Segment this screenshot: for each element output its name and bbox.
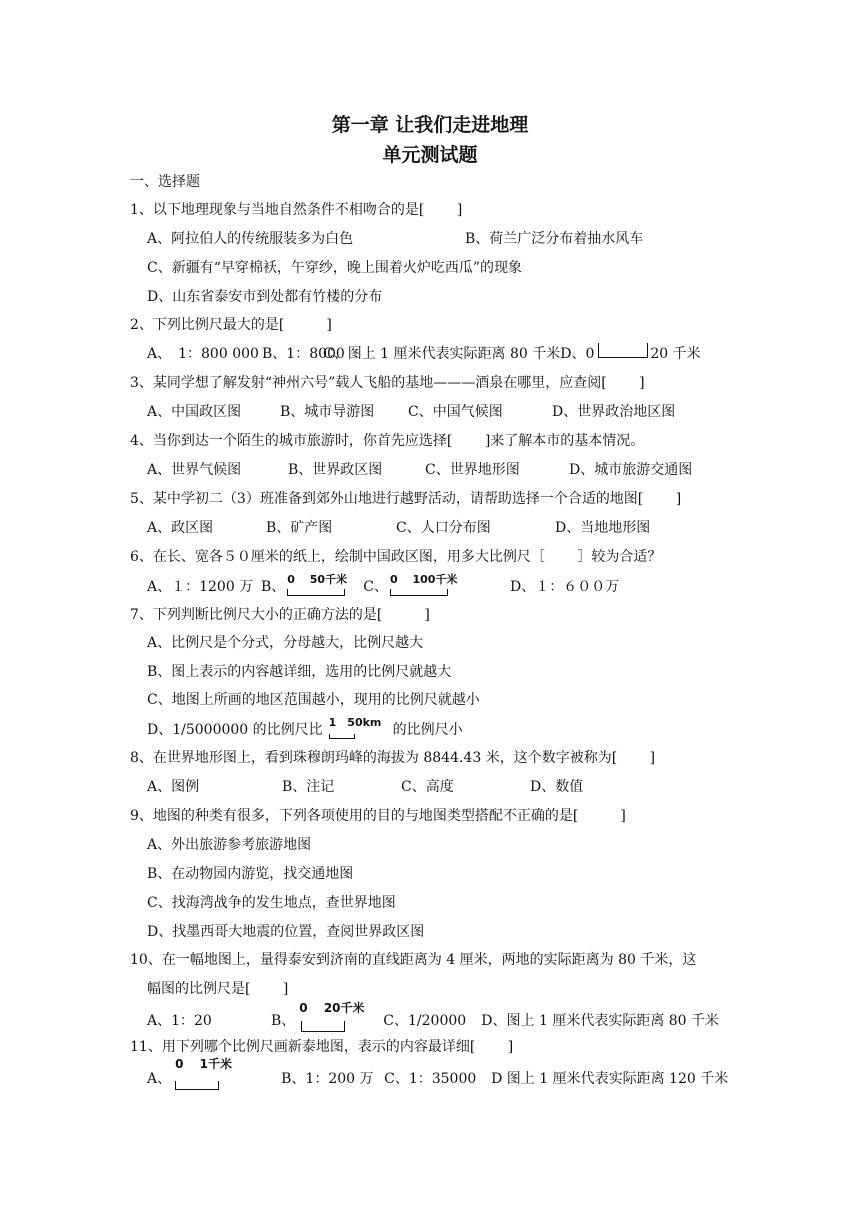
scale-bar-icon: 0 100千米	[388, 576, 510, 598]
question-8-stem: 8、在世界地形图上，看到珠穆朗玛峰的海拔为 8844.43 米，这个数字被称为[ ]	[130, 750, 656, 766]
scale-bar-icon	[594, 344, 650, 364]
question-4-options	[147, 460, 692, 480]
option-b: B、在动物园内游览，找交通地图	[147, 866, 354, 882]
scale-bar-icon: 0 50千米	[285, 576, 363, 598]
option-a: A、世界气候图	[147, 462, 242, 478]
option-a: A、外出旅游参考旅游地图	[147, 837, 312, 853]
question-6-stem: 6、在长、宽各５０厘米的纸上，绘制中国政区图，用多大比例尺［ ］较为合适？	[130, 549, 662, 565]
option-b: B、荷兰广泛分布着抽水风车	[465, 231, 644, 247]
section-heading: 一、选择题	[130, 174, 200, 190]
option-c: C、地图上所画的地区范围越小，现用的比例尺就越小	[147, 692, 480, 708]
option-b: B、矿产图	[266, 520, 333, 536]
question-10-options	[147, 1001, 720, 1034]
option-c: C、人口分布图	[396, 520, 491, 536]
question-2-stem: 2、下列比例尺最大的是[ ]	[130, 317, 332, 333]
option-b: B、1：200 万	[281, 1071, 374, 1087]
question-6-options	[147, 573, 620, 598]
option-b: B、城市导游图	[280, 404, 375, 420]
option-b: B、1：8000	[262, 346, 345, 362]
option-a: A、阿拉伯人的传统服装多为白色	[147, 231, 354, 247]
option-b: B、图上表示的内容越详细，选用的比例尺就越大	[147, 664, 452, 680]
option-c: C、中国气候图	[408, 404, 503, 420]
question-11-stem: 11、用下列哪个比例尺画新泰地图，表示的内容最详细[ ]	[130, 1039, 514, 1055]
question-3-stem: 3、某同学想了解发射“神州六号”载人飞船的基地———酒泉在哪里，应查阅[ ]	[130, 375, 645, 391]
option-a: A、中国政区图	[147, 404, 242, 420]
option-d: D、0	[560, 346, 595, 362]
question-1-options-row1	[147, 229, 643, 249]
option-d-end: 20 千米	[650, 346, 701, 362]
question-1-stem: 1、以下地理现象与当地自然条件不相吻合的是[ ]	[130, 202, 463, 218]
option-a: A、政区图	[147, 520, 214, 536]
question-9-stem: 9、地图的种类有很多，下列各项使用的目的与地图类型搭配不正确的是[ ]	[130, 808, 626, 824]
option-d: D 图上 1 厘米代表实际距离 120 千米	[491, 1071, 729, 1087]
option-a: A、 1：800 000	[147, 346, 259, 362]
question-3-options	[147, 402, 675, 422]
option-d: D、世界政治地区图	[552, 404, 676, 420]
option-d: D、找墨西哥大地震的位置，查阅世界政区图	[147, 924, 425, 940]
option-c: C、世界地形图	[425, 462, 520, 478]
option-d: D、图上 1 厘米代表实际距离 80 千米	[481, 1013, 720, 1029]
question-10-stem: 10、在一幅地图上，量得泰安到济南的直线距离为 4 厘米，两地的实际距离为 80 千米，这	[130, 952, 697, 968]
option-c: C、图上 1 厘米代表实际距离 80 千米	[323, 346, 561, 362]
option-d: D、山东省泰安市到处都有竹楼的分布	[147, 289, 383, 305]
question-4-stem: 4、当你到达一个陌生的城市旅游时，你首先应选择[ ]来了解本市的基本情况。	[130, 433, 645, 449]
scale-bar-icon: 0 20千米	[295, 1008, 383, 1034]
option-d: D、当地地形图	[555, 520, 651, 536]
question-5-options	[147, 518, 650, 538]
option-b: B、	[261, 579, 286, 595]
option-c: C、	[363, 579, 389, 595]
scale-bar-icon: 1 50km	[323, 719, 393, 741]
option-d: D、１：６００万	[510, 579, 620, 595]
option-b: B、世界政区图	[288, 462, 383, 478]
question-10-stem-cont: 幅图的比例尺是[ ]	[147, 981, 289, 997]
option-d-end: 的比例尺小	[392, 722, 463, 738]
option-a: A、比例尺是个分式，分母越大，比例尺越大	[147, 635, 424, 651]
option-d: D、1/5000000 的比例尺比	[147, 722, 323, 738]
scale-bar-icon: 0 1千米	[171, 1066, 281, 1092]
option-a: A、图例	[147, 779, 200, 795]
question-7-option-d-row	[147, 716, 463, 741]
question-8-options	[147, 777, 583, 797]
page-subtitle: 单元测试题	[382, 144, 478, 166]
option-a: A、1：20	[147, 1013, 212, 1029]
option-d: D、数值	[530, 779, 584, 795]
option-b: B、注记	[282, 779, 335, 795]
option-b: B、	[271, 1013, 296, 1029]
option-d: D、城市旅游交通图	[569, 462, 693, 478]
question-2-options	[147, 344, 701, 364]
page-title: 第一章 让我们走进地理	[331, 114, 529, 136]
option-a: A、	[147, 1071, 172, 1087]
option-c: C、找海湾战争的发生地点，查世界地图	[147, 895, 396, 911]
question-5-stem: 5、某中学初二（3）班准备到郊外山地进行越野活动，请帮助选择一个合适的地图[ ]	[130, 491, 682, 507]
option-a: A、１：1200 万	[147, 579, 254, 595]
question-11-options	[147, 1057, 729, 1092]
option-c: C、1：35000	[384, 1071, 477, 1087]
option-c: C、高度	[401, 779, 454, 795]
option-c: C、新疆有“早穿棉袄，午穿纱，晚上围着火炉吃西瓜”的现象	[147, 260, 523, 276]
question-7-stem: 7、下列判断比例尺大小的正确方法的是[ ]	[130, 607, 430, 623]
option-c: C、1/20000	[383, 1013, 467, 1029]
